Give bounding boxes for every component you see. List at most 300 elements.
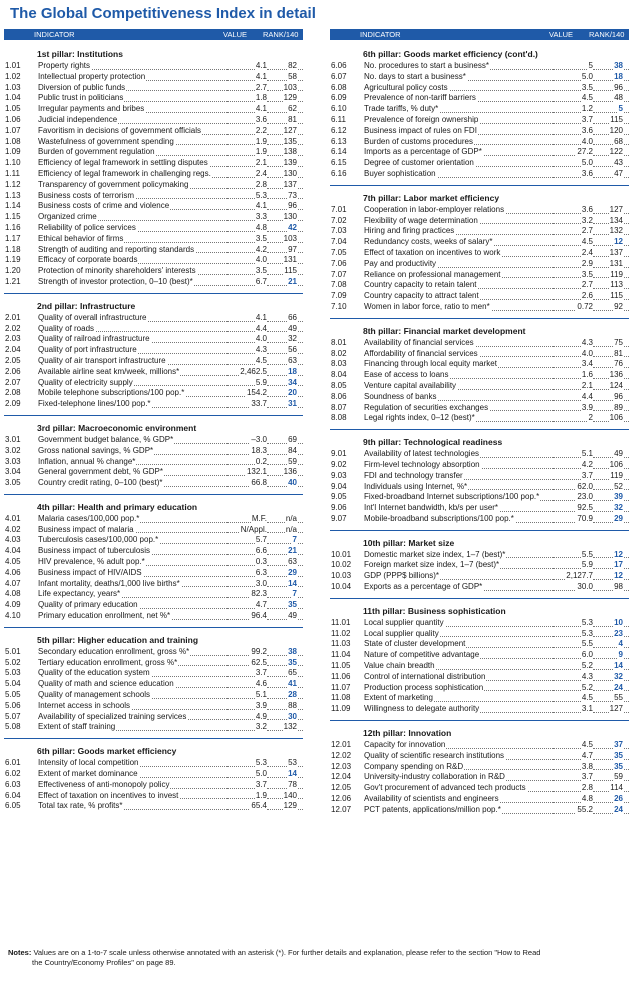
indicator-value: 2.2 [255,125,267,135]
indicator-code: 1.12 [5,179,21,189]
indicator-value: 5.2 [581,682,593,692]
indicator-value: 5.3 [581,617,593,627]
table-row [330,147,629,158]
table-row [330,514,629,525]
indicator-rank: 103 [283,82,297,92]
indicator-rank-cell [593,783,629,794]
indicator-value-cell [227,147,267,158]
indicator-code: 10.03 [331,571,352,581]
indicator-code: 1.01 [5,61,21,70]
indicator-rank: 66 [288,312,297,322]
indicator-value-cell [553,226,593,237]
indicator-rank-cell [267,589,303,600]
indicator-value: 4.7 [581,750,593,760]
indicator-value-cell [553,650,593,661]
indicator-code: 1.13 [5,190,21,200]
rank-advantage: 35 [288,600,297,610]
table-row [4,546,303,557]
indicator-rank-cell [593,137,629,148]
indicator-value: 4.7 [255,600,267,610]
indicator-rank-cell [267,467,303,478]
indicator-label: Government budget balance, % GDP* [38,434,174,444]
indicator-rank-cell [267,679,303,690]
indicator-value: 2.8 [581,783,593,793]
indicator-code: 1.21 [5,276,21,286]
table-row [330,104,629,115]
indicator-value: 4.4 [255,323,267,333]
section-divider [4,293,303,294]
indicator-rank: 76 [614,359,623,369]
indicator-rank-cell [267,791,303,802]
indicator-label: Agricultural policy costs [364,82,448,92]
indicator-label: Business costs of terrorism [38,190,135,200]
indicator-code: 11.09 [331,704,351,714]
indicator-value-cell [553,571,593,582]
indicator-code: 6.15 [331,158,347,168]
indicator-label: Availability of specialized training services [38,711,187,721]
indicator-rank-cell [267,356,303,367]
indicator-code: 1.06 [5,114,21,124]
indicator-code: 4.02 [5,524,21,534]
indicator-rank-cell [267,277,303,288]
indicator-rank-cell [593,205,629,216]
indicator-code: 11.02 [331,628,351,638]
indicator-value-cell [553,805,593,816]
indicator-rank: 53 [288,758,297,768]
pillar-section [4,300,303,416]
indicator-rank: 59 [288,456,297,466]
pillar-title: 1st pillar: Institutions [37,49,123,59]
notes-label: Notes: [8,948,32,957]
indicator-value: 2.1 [255,158,267,168]
indicator-value-cell [227,93,267,104]
pillar-title: 5th pillar: Higher education and training [37,634,199,645]
indicator-label-cell [38,93,227,104]
indicator-label: Efficiency of legal framework in challenging regs. [38,168,211,178]
indicator-value: 5 [588,61,593,70]
indicator-rank-cell [267,557,303,568]
indicator-value-cell [227,245,267,256]
table-row [4,83,303,94]
indicator-value: 3.7 [581,114,593,124]
rank-advantage: 12 [614,549,623,559]
indicator-label-cell [364,248,553,259]
indicator-value-cell [227,104,267,115]
table-row [330,449,629,460]
indicator-rank: 56 [288,345,297,355]
indicator-value: 3.6 [255,114,267,124]
indicator-rank: 119 [610,470,623,480]
indicator-label: Individuals using Internet, %* [364,481,468,491]
indicator-value-cell [553,514,593,525]
indicator-value-cell [553,115,593,126]
indicator-value-cell [553,460,593,471]
indicator-label: Prevalence of foreign ownership [364,114,479,124]
indicator-rank: 49 [288,611,297,621]
rank-advantage: 37 [614,740,623,750]
indicator-value-cell [227,801,267,812]
indicator-code: 2.06 [5,366,21,376]
indicator-rank-cell [593,471,629,482]
indicator-label: University-industry collaboration in R&D [364,772,505,782]
pillar-title: 2nd pillar: Infrastructure [37,300,136,311]
indicator-label-cell [38,266,227,277]
pillar-section [4,745,303,812]
indicator-code: 4.05 [5,557,21,567]
indicator-label-cell [38,457,227,468]
indicator-value: 4.4 [581,391,593,401]
pillar-section [4,422,303,495]
indicator-label: Fixed-broadband Internet subscriptions/100 pop.* [364,492,540,502]
rank-advantage: 18 [288,366,297,376]
indicator-label-cell [364,338,553,349]
indicator-label-cell [364,550,553,561]
indicator-value-cell [553,338,593,349]
table-row [4,780,303,791]
indicator-value-cell [553,126,593,137]
indicator-label-cell [364,413,553,424]
indicator-label: Business impact of HIV/AIDS [38,567,142,577]
indicator-rank: 96 [614,391,623,401]
indicator-code: 2.07 [5,377,21,387]
indicator-rank: 122 [609,147,623,157]
indicator-label: Effectiveness of anti-monopoly policy [38,779,170,789]
table-row [4,234,303,245]
indicator-value: 4.3 [255,345,267,355]
indicator-value-cell [227,324,267,335]
indicator-code: 6.02 [5,769,21,779]
indicator-label-cell [38,180,227,191]
indicator-value-cell [553,104,593,115]
indicator-code: 6.05 [5,801,21,811]
indicator-label-cell [38,169,227,180]
indicator-rank: 130 [283,212,297,222]
indicator-value-cell [227,467,267,478]
indicator-rank: 115 [610,291,623,301]
indicator-rank-cell [267,245,303,256]
table-row [330,137,629,148]
indicator-rank-cell [267,147,303,158]
table-row [330,751,629,762]
indicator-label-cell [364,460,553,471]
indicator-label-cell [364,693,553,704]
indicator-label-cell [364,582,553,593]
indicator-value-cell [227,367,267,378]
indicator-code: 6.16 [331,168,347,178]
indicator-label: Hiring and firing practices [364,226,455,236]
table-row [330,740,629,751]
indicator-value: 2.4 [581,247,593,257]
indicator-label: Quality of air transport infrastructure [38,355,166,365]
indicator-label: Extent of marketing [364,693,433,703]
indicator-label-cell [364,783,553,794]
indicator-label: HIV prevalence, % adult pop.* [38,557,145,567]
indicator-value: 4.1 [255,61,267,70]
indicator-rank-cell [267,388,303,399]
indicator-rank-cell [593,158,629,169]
table-row [4,712,303,723]
pillar-section [330,325,629,430]
table-row [330,169,629,180]
indicator-code: 4.07 [5,578,21,588]
indicator-rank-cell [593,115,629,126]
indicator-label-cell [364,751,553,762]
table-row [4,255,303,266]
indicator-code: 2.01 [5,312,21,322]
indicator-code: 12.02 [331,750,352,760]
indicator-label: Affordability of financial services [364,348,478,358]
indicator-rank: 136 [283,467,297,477]
section-divider [4,415,303,416]
indicator-label-cell [364,805,553,816]
indicator-label-cell [364,93,553,104]
indicator-value: 55.2 [577,804,593,814]
indicator-rank-cell [593,762,629,773]
indicator-rank-cell [267,446,303,457]
indicator-label-cell [364,115,553,126]
table-row [4,690,303,701]
table-row [4,647,303,658]
indicator-rank-cell [593,514,629,525]
indicator-label-cell [38,334,227,345]
indicator-value: 3.8 [581,761,593,771]
pillar-section [4,634,303,739]
indicator-code: 5.02 [5,657,21,667]
indicator-rank-cell [593,126,629,137]
indicator-code: 6.03 [5,779,21,789]
indicator-rank-cell [267,334,303,345]
indicator-code: 4.04 [5,546,21,556]
indicator-rank-cell [593,582,629,593]
indicator-label: Reliance on professional management [364,269,501,279]
indicator-label-cell [364,650,553,661]
indicator-value: 2.6 [581,291,593,301]
indicator-value-cell [553,704,593,715]
indicator-label: Flexibility of wage determination [364,215,478,225]
indicator-rank-cell [593,639,629,650]
indicator-value: 27.2 [577,147,593,157]
indicator-label: Quality of management schools [38,690,151,700]
indicator-value-cell [227,169,267,180]
indicator-code: 3.01 [5,434,21,444]
indicator-rank-cell [267,701,303,712]
indicator-label-cell [364,169,553,180]
table-row [4,435,303,446]
indicator-value: 154.2 [246,388,267,398]
indicator-code: 9.06 [331,503,347,513]
indicator-rank-cell [267,690,303,701]
table-row [4,658,303,669]
section-divider [330,598,629,599]
indicator-rank: 49 [288,323,297,333]
indicator-value: 4.5 [581,740,593,750]
indicator-rank-cell [593,482,629,493]
indicator-label-cell [364,83,553,94]
indicator-rank: 78 [288,779,297,789]
table-row [330,693,629,704]
indicator-value-cell [227,557,267,568]
indicator-value-cell [553,158,593,169]
indicator-rank-cell [267,93,303,104]
indicator-value: –3.0 [251,434,267,444]
pillar-section [330,727,629,816]
table-row [330,338,629,349]
indicator-value-cell [227,722,267,733]
rank-advantage: 7 [292,589,297,599]
indicator-label: Primary education enrollment, net %* [38,611,171,621]
indicator-code: 1.14 [5,201,21,211]
indicator-rank-cell [267,668,303,679]
indicator-code: 11.04 [331,650,351,660]
table-row [4,266,303,277]
notes-line2: the Country/Economy Profiles" on page 89. [32,958,176,967]
indicator-label: Control of international distribution [364,671,486,681]
table-row [330,503,629,514]
section-divider [330,185,629,186]
rank-advantage: 9 [618,650,623,660]
indicator-value: 6.6 [255,546,267,556]
indicator-code: 6.06 [331,61,347,70]
indicator-value-cell [553,618,593,629]
table-header-right [330,29,629,40]
section-divider [4,738,303,739]
indicator-label-cell [38,446,227,457]
table-row [4,137,303,148]
indicator-rank-cell [267,115,303,126]
indicator-value-cell [227,212,267,223]
table-row [330,259,629,270]
indicator-value-cell [227,514,267,525]
indicator-code: 1.02 [5,71,21,81]
indicator-rank: 106 [609,459,623,469]
indicator-value: 1.2 [581,104,593,114]
table-row [330,783,629,794]
indicator-value-cell [227,399,267,410]
indicator-rank: 129 [283,801,297,811]
indicator-code: 5.03 [5,668,21,678]
indicator-rank-cell [593,359,629,370]
indicator-code: 7.05 [331,247,347,257]
indicator-label-cell [38,399,227,410]
indicator-rank-cell [267,647,303,658]
indicator-value-cell [227,589,267,600]
indicator-label-cell [364,794,553,805]
indicator-rank: 52 [614,481,623,491]
indicator-value: 4.5 [255,355,267,365]
indicator-code: 1.10 [5,158,21,168]
indicator-label: Internet access in schools [38,700,131,710]
indicator-label-cell [38,579,227,590]
table-row [4,589,303,600]
indicator-label-cell [38,83,227,94]
indicator-value: 96.4 [251,611,267,621]
table-row [330,460,629,471]
indicator-rank: 129 [283,93,297,103]
indicator-rank: 103 [283,233,297,243]
indicator-label: State of cluster development [364,639,466,649]
indicator-code: 5.04 [5,679,21,689]
table-row [4,180,303,191]
indicator-code: 11.05 [331,661,351,671]
indicator-label-cell [364,683,553,694]
indicator-code: 12.03 [331,761,352,771]
indicator-label-cell [38,223,227,234]
indicator-label-cell [38,791,227,802]
indicator-rank-cell [593,291,629,302]
indicator-label-cell [38,647,227,658]
table-row [4,388,303,399]
indicator-label: Availability of scientists and engineers [364,794,499,804]
pillar-section [4,501,303,628]
indicator-rank: 96 [614,82,623,92]
indicator-value: 23.0 [577,492,593,502]
indicator-label-cell [364,216,553,227]
indicator-value-cell [553,349,593,360]
indicator-label: Regulation of securities exchanges [364,402,489,412]
indicator-rank-cell [593,794,629,805]
indicator-label-cell [38,378,227,389]
indicator-value-cell [227,525,267,536]
indicator-value: 66.8 [251,478,267,488]
indicator-label: Burden of government regulation [38,147,155,157]
indicator-value-cell [227,579,267,590]
rank-advantage: 14 [288,769,297,779]
indicator-value-cell [227,690,267,701]
indicator-code: 11.01 [331,617,351,627]
indicator-rank-cell [267,324,303,335]
indicator-value: 82.3 [251,589,267,599]
indicator-code: 6.11 [331,114,346,124]
indicator-value: 2.1 [581,380,593,390]
pillar-section [330,192,629,319]
indicator-value-cell [553,582,593,593]
indicator-value-cell [227,83,267,94]
rank-advantage: 35 [614,761,623,771]
header-indicator: INDICATOR [34,30,75,39]
indicator-value-cell [553,783,593,794]
rank-advantage: 29 [288,567,297,577]
pillar-section [330,436,629,531]
indicator-rank-cell [593,392,629,403]
indicator-value: 4.2 [581,459,593,469]
indicator-label: Extent of staff training [38,722,116,732]
indicator-label-cell [38,367,227,378]
indicator-rank-cell [593,83,629,94]
indicator-value-cell [227,356,267,367]
section-divider [330,720,629,721]
indicator-rank-cell [593,740,629,751]
indicator-value: 2.7 [581,280,593,290]
indicator-label: Cooperation in labor-employer relations [364,204,505,214]
indicator-value-cell [553,471,593,482]
indicator-value-cell [227,378,267,389]
indicator-label: Domestic market size index, 1–7 (best)* [364,549,506,559]
indicator-rank: 136 [609,370,623,380]
table-row [330,805,629,816]
indicator-label: Transparency of government policymaking [38,179,189,189]
indicator-value: 3.6 [581,204,593,214]
indicator-code: 1.08 [5,136,21,146]
table-row [330,115,629,126]
indicator-rank: 106 [609,413,623,423]
rank-advantage: 12 [614,571,623,581]
pillar-title: 8th pillar: Financial market development [363,325,526,336]
table-row [330,291,629,302]
indicator-value-cell [553,169,593,180]
indicator-rank: 96 [288,201,297,211]
indicator-value-cell [227,201,267,212]
indicator-rank: 59 [614,772,623,782]
